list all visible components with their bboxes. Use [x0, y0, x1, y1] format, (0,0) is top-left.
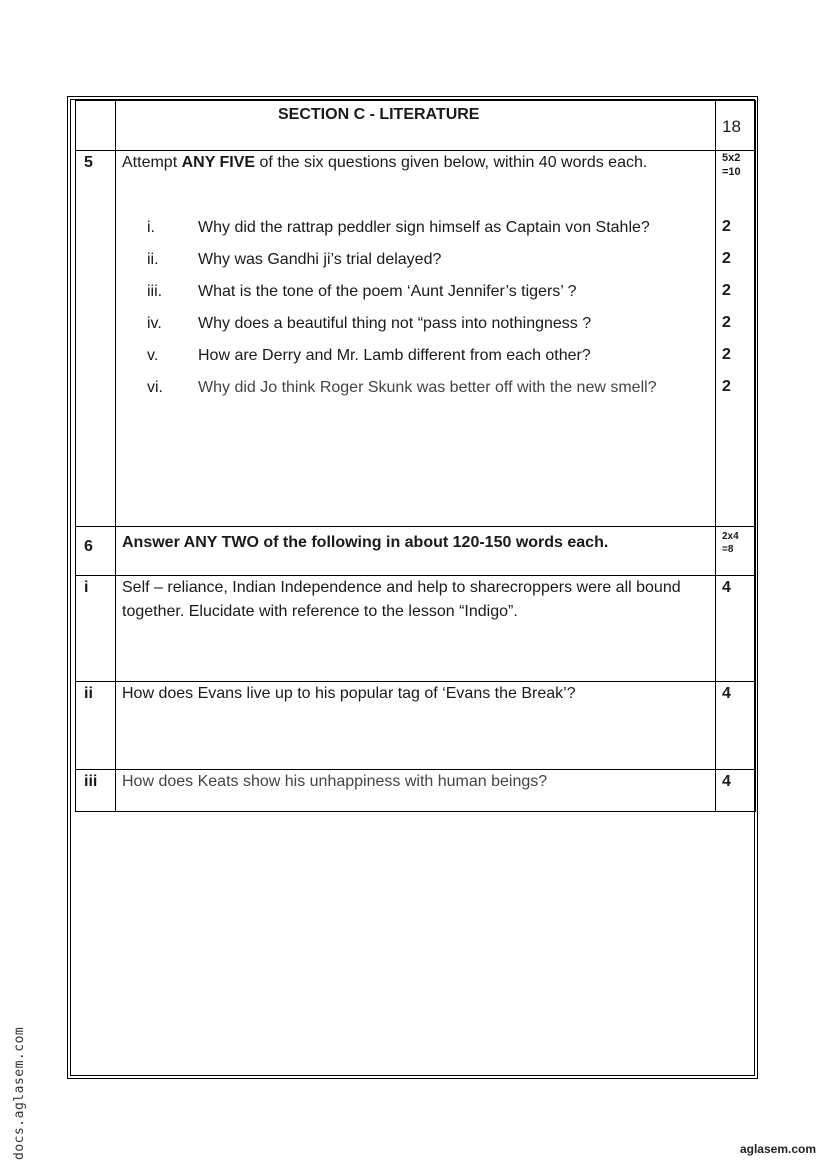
subquestion-marks: 2 — [722, 346, 731, 363]
question-5-body — [116, 151, 716, 527]
empty-number-cell — [76, 101, 116, 151]
part-label: iii — [76, 770, 116, 812]
question-table — [75, 100, 756, 812]
question-6-instruction: Answer ANY TWO of the following in about 120-150 words each. — [122, 534, 609, 551]
subquestion-marks: 2 — [722, 250, 731, 267]
subquestion — [122, 376, 709, 400]
marks-total: =8 — [722, 544, 734, 555]
part-label: ii — [76, 682, 116, 770]
question-5-marks — [716, 151, 756, 527]
question-6-part-row — [76, 576, 756, 682]
section-total-marks: 18 — [722, 117, 741, 136]
question-number — [76, 151, 116, 527]
part-text: How does Evans live up to his popular tag of ‘Evans the Break’? — [116, 682, 716, 770]
subquestion — [122, 312, 709, 336]
question-6-part-row — [76, 682, 756, 770]
question-6-instruction-cell — [116, 527, 716, 576]
question-5-row — [76, 151, 756, 527]
subquestion — [122, 344, 709, 368]
footer-site-name: aglasem.com — [739, 1142, 816, 1156]
subquestion — [122, 248, 709, 272]
subquestion-marks: 2 — [722, 314, 731, 331]
side-watermark: docs.aglasem.com — [12, 1026, 27, 1160]
question-number — [76, 527, 116, 576]
roman-numeral: iv. — [147, 315, 162, 332]
subquestion-text: Why was Gandhi ji’s trial delayed? — [198, 251, 442, 268]
subquestion-text: What is the tone of the poem ‘Aunt Jennifer’s tigers’ ? — [198, 283, 577, 300]
part-marks: 4 — [716, 770, 756, 812]
section-header-row — [76, 101, 756, 151]
subquestion-text: Why did Jo think Roger Skunk was better off with the new smell? — [198, 379, 657, 396]
marks-formula: 2x4 — [722, 531, 739, 542]
question-5-instruction — [122, 151, 709, 175]
question-5-number: 5 — [84, 154, 93, 171]
subquestion-list — [122, 216, 709, 400]
subquestion-text: Why did the rattrap peddler sign himself as Captain von Stahle? — [198, 219, 650, 236]
part-label: i — [76, 576, 116, 682]
subquestion-marks: 2 — [722, 282, 731, 299]
subquestion — [122, 216, 709, 240]
part-marks: 4 — [716, 576, 756, 682]
roman-numeral: ii. — [147, 251, 159, 268]
part-text: How does Keats show his unhappiness with human beings? — [116, 770, 716, 812]
roman-numeral: iii. — [147, 283, 163, 300]
subquestion-marks-list — [722, 215, 755, 399]
part-marks: 4 — [716, 682, 756, 770]
question-6-row — [76, 527, 756, 576]
subquestion-text: Why does a beautiful thing not “pass into nothingness ? — [198, 315, 592, 332]
instruction-emphasis: ANY FIVE — [181, 154, 256, 171]
section-title-cell — [116, 101, 716, 151]
marks-formula: 5x2 — [722, 152, 741, 164]
roman-numeral: v. — [147, 347, 159, 364]
subquestion-marks: 2 — [722, 378, 731, 395]
instruction-text: Attempt — [122, 154, 182, 171]
section-title: SECTION C - LITERATURE — [278, 106, 480, 123]
section-total-cell — [716, 101, 756, 151]
part-text: Self – reliance, Indian Independence and help to sharecroppers were all bound together. Elucidate with reference to the lesson “Indigo”. — [116, 576, 716, 682]
roman-numeral: vi. — [147, 379, 163, 396]
subquestion-marks: 2 — [722, 218, 731, 235]
subquestion-text: How are Derry and Mr. Lamb different from each other? — [198, 347, 591, 364]
question-6-part-row — [76, 770, 756, 812]
marks-total: =10 — [722, 166, 741, 178]
roman-numeral: i. — [147, 219, 155, 236]
question-6-number: 6 — [84, 538, 93, 555]
instruction-text: of the six questions given below, within 40 words each. — [255, 154, 648, 171]
subquestion — [122, 280, 709, 304]
question-6-marks — [716, 527, 756, 576]
